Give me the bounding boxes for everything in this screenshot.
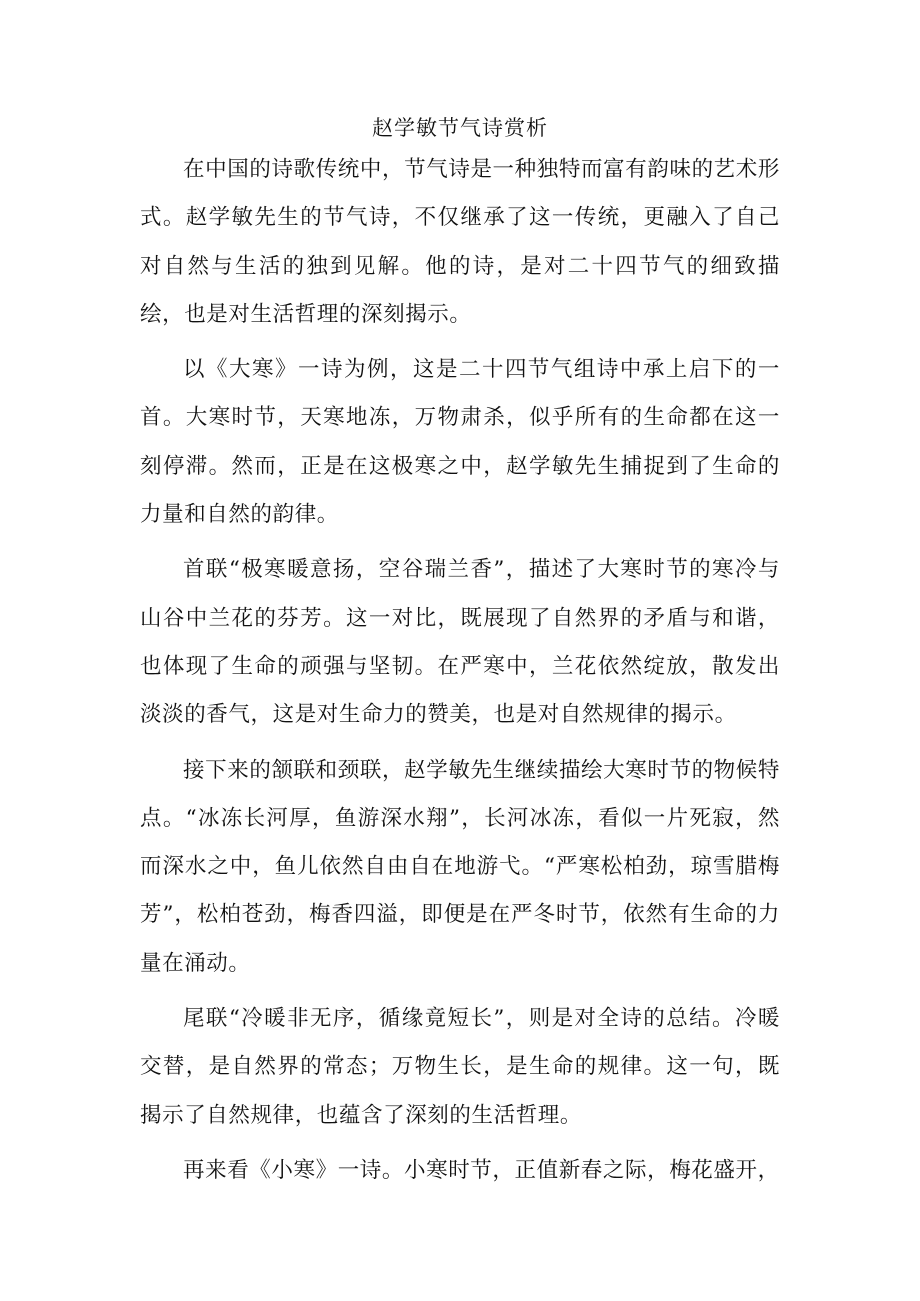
paragraph-shoulian: 首联“极寒暖意扬，空谷瑞兰香”，描述了大寒时节的寒冷与山谷中兰花的芬芳。这一对比，既展现了自然界的矛盾与和谐，也体现了生命的顽强与坚韧。在严寒中，兰花依然绽放，散发出淡淡的香气，这是对生命力的赞美，也是对自然规律的揭示。 <box>140 557 780 728</box>
document-title: 赵学敏节气诗赏析 <box>372 116 548 140</box>
paragraph-dahan: 以《大寒》一诗为例，这是二十四节气组诗中承上启下的一首。大寒时节，天寒地冻，万物肃杀，似乎所有的生命都在这一刻停滞。然而，正是在这极寒之中，赵学敏先生捕捉到了生命的力量和自然的韵律。 <box>140 357 780 528</box>
paragraph-intro: 在中国的诗歌传统中，节气诗是一种独特而富有韵味的艺术形式。赵学敏先生的节气诗，不仅继承了这一传统，更融入了自己对自然与生活的独到见解。他的诗，是对二十四节气的细致描绘，也是对生活哲理的深刻揭示。 <box>140 157 780 327</box>
paragraph-hanlian-jinglian: 接下来的颔联和颈联，赵学敏先生继续描绘大寒时节的物候特点。“冰冻长河厚，鱼游深水翔”，长河冰冻，看似一片死寂，然而深水之中，鱼儿依然自由自在地游弋。“严寒松柏劲，琼雪腊梅芳”，松柏苍劲，梅香四溢，即便是在严冬时节，依然有生命的力量在涌动。 <box>140 757 780 976</box>
document-body <box>140 146 780 1202</box>
paragraph-weilian: 尾联“冷暖非无序，循缘竟短长”，则是对全诗的总结。冷暖交替，是自然界的常态；万物生长，是生命的规律。这一句，既揭示了自然规律，也蕴含了深刻的生活哲理。 <box>140 1006 780 1128</box>
paragraph-xiaohan: 再来看《小寒》一诗。小寒时节，正值新春之际，梅花盛开， <box>183 1157 780 1183</box>
